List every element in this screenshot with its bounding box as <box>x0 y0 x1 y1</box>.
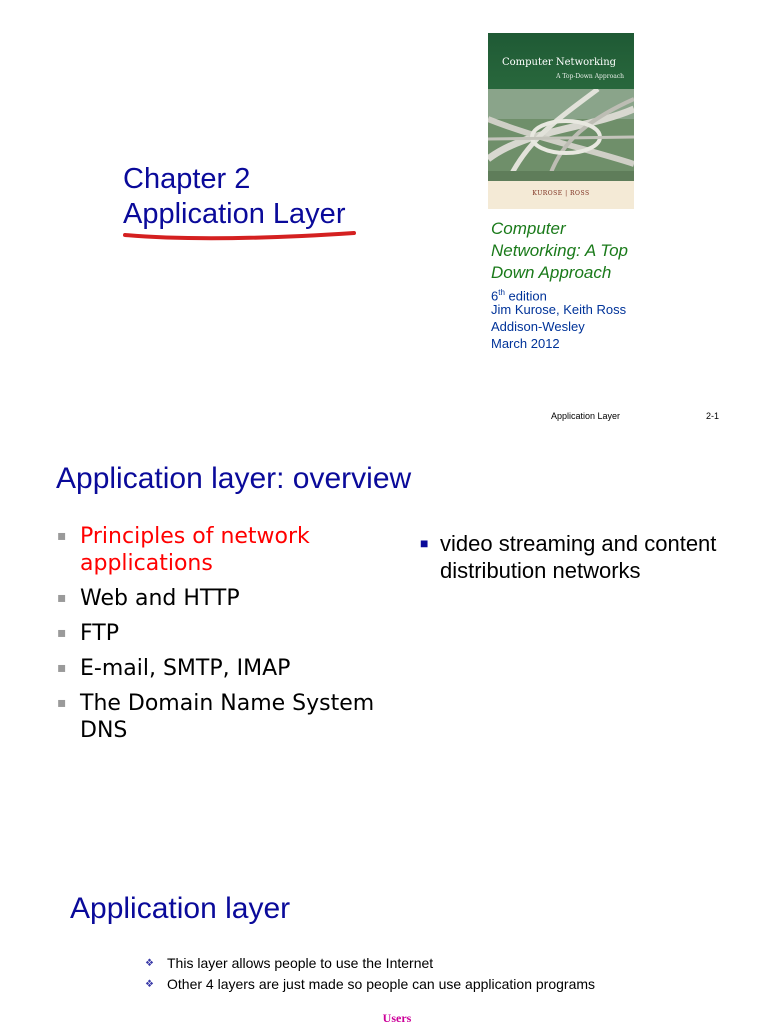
list-item: ▪ The Domain Name System DNS <box>57 691 375 743</box>
square-bullet-icon: ▪ <box>57 695 67 711</box>
list-item: ▪ Web and HTTP <box>57 586 240 611</box>
overview-right-list <box>420 530 760 584</box>
book-title-line: Computer <box>491 219 566 238</box>
highway-interchange-photo <box>488 89 634 181</box>
cover-authors: KUROSE | ROSS <box>532 190 590 197</box>
square-bullet-icon: ▪ <box>57 590 67 606</box>
overview-left-list <box>57 523 377 752</box>
chapter-title <box>123 162 345 232</box>
square-bullet-icon: ■ <box>420 535 429 551</box>
list-item: ■ video streaming and content distribution networks <box>420 531 717 583</box>
overview-title: Application layer: overview <box>56 462 412 495</box>
application-layer-list <box>145 953 595 995</box>
slide-footer-title: Application Layer <box>551 411 621 421</box>
book-date: March 2012 <box>491 336 560 351</box>
cover-subtitle: A Top-Down Approach <box>556 73 624 80</box>
book-authors: Jim Kurose, Keith Ross <box>491 302 627 317</box>
list-item: ▪ E-mail, SMTP, IMAP <box>57 656 291 681</box>
diamond-bullet-icon: ❖ <box>145 958 154 969</box>
book-publisher: Addison-Wesley <box>491 319 585 334</box>
square-bullet-icon: ▪ <box>57 625 67 641</box>
square-bullet-icon: ▪ <box>57 528 67 544</box>
slide-footer-page: 2-1 <box>706 411 720 421</box>
chapter-name: Application Layer <box>123 198 346 230</box>
cover-title: Computer Networking <box>502 57 617 68</box>
list-item: ❖ Other 4 layers are just made so people can use application programs <box>145 974 595 995</box>
diamond-bullet-icon: ❖ <box>145 979 154 990</box>
book-cover-image <box>488 33 634 209</box>
list-item: ▪ Principles of network applications <box>57 524 310 576</box>
application-layer-title: Application layer <box>70 892 291 925</box>
list-item: ▪ FTP <box>57 621 119 646</box>
book-title <box>491 218 628 284</box>
red-underline-stroke <box>122 226 362 242</box>
book-title-line: Down Approach <box>491 263 612 282</box>
users-label: Users <box>382 1011 412 1025</box>
list-item: ❖ This layer allows people to use the Internet <box>145 953 595 974</box>
chapter-number: Chapter 2 <box>123 163 251 195</box>
square-bullet-icon: ▪ <box>57 660 67 676</box>
book-title-line: Networking: A Top <box>491 241 629 260</box>
book-edition: 6th edition <box>491 288 547 304</box>
